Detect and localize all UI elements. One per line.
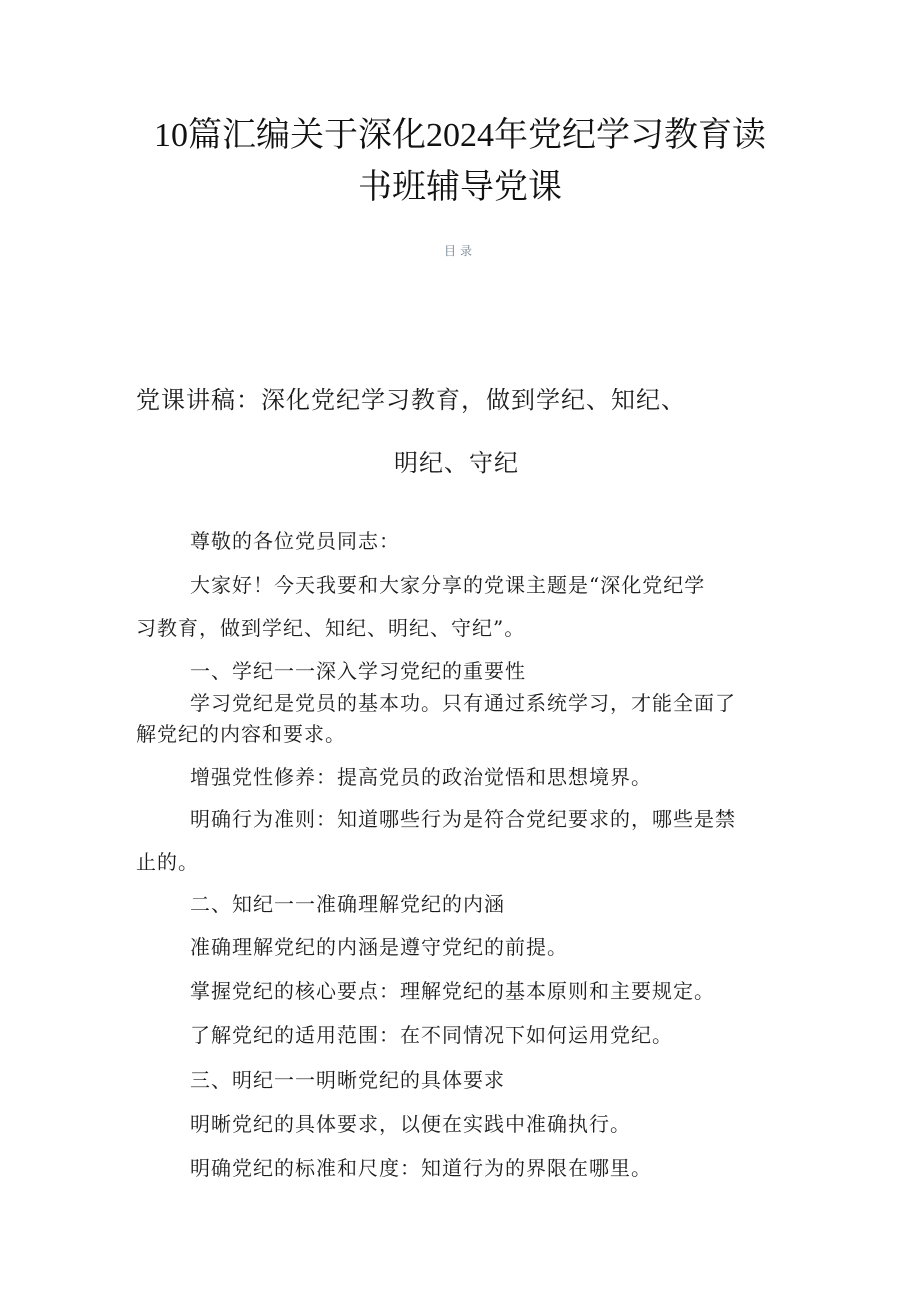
- body-line: 了解党纪的适用范围：在不同情况下如何运用党纪。: [190, 1023, 673, 1047]
- heading-three: 三、明纪一一明晰党纪的具体要求: [190, 1068, 505, 1092]
- body-line: 明确行为准则：知道哪些行为是符合党纪要求的，哪些是禁: [190, 807, 736, 831]
- toc-label[interactable]: 目录: [443, 244, 476, 258]
- body-line: 增强党性修养：提高党员的政治觉悟和思想境界。: [190, 765, 652, 789]
- document-title-line-1: 10篇汇编关于深化2024年党纪学习教育读: [154, 117, 766, 154]
- intro-line-2: 习教育，做到学纪、知纪、明纪、守纪”。: [136, 616, 526, 640]
- body-line: 明确党纪的标准和尺度：知道行为的界限在哪里。: [190, 1156, 652, 1180]
- heading-two: 二、知纪一一准确理解党纪的内涵: [190, 892, 505, 916]
- intro-line-1: 大家好！今天我要和大家分享的党课主题是“深化党纪学: [190, 573, 706, 597]
- section-title-line-2: 明纪、守纪: [394, 449, 519, 477]
- body-line: 解党纪的内容和要求。: [136, 722, 346, 746]
- body-line: 学习党纪是党员的基本功。只有通过系统学习，才能全面了: [190, 691, 736, 715]
- section-title-line-1: 党课讲稿：深化党纪学习教育，做到学纪、知纪、: [136, 386, 686, 414]
- body-line: 止的。: [136, 850, 199, 874]
- body-line: 明晰党纪的具体要求，以便在实践中准确执行。: [190, 1112, 631, 1136]
- body-line: 掌握党纪的核心要点：理解党纪的基本原则和主要规定。: [190, 979, 715, 1003]
- heading-one: 一、学纪一一深入学习党纪的重要性: [190, 659, 526, 683]
- document-title-line-2: 书班辅导党课: [358, 169, 562, 206]
- body-line: 准确理解党纪的内涵是遵守党纪的前提。: [190, 935, 568, 959]
- greeting-line: 尊敬的各位党员同志：: [190, 529, 400, 553]
